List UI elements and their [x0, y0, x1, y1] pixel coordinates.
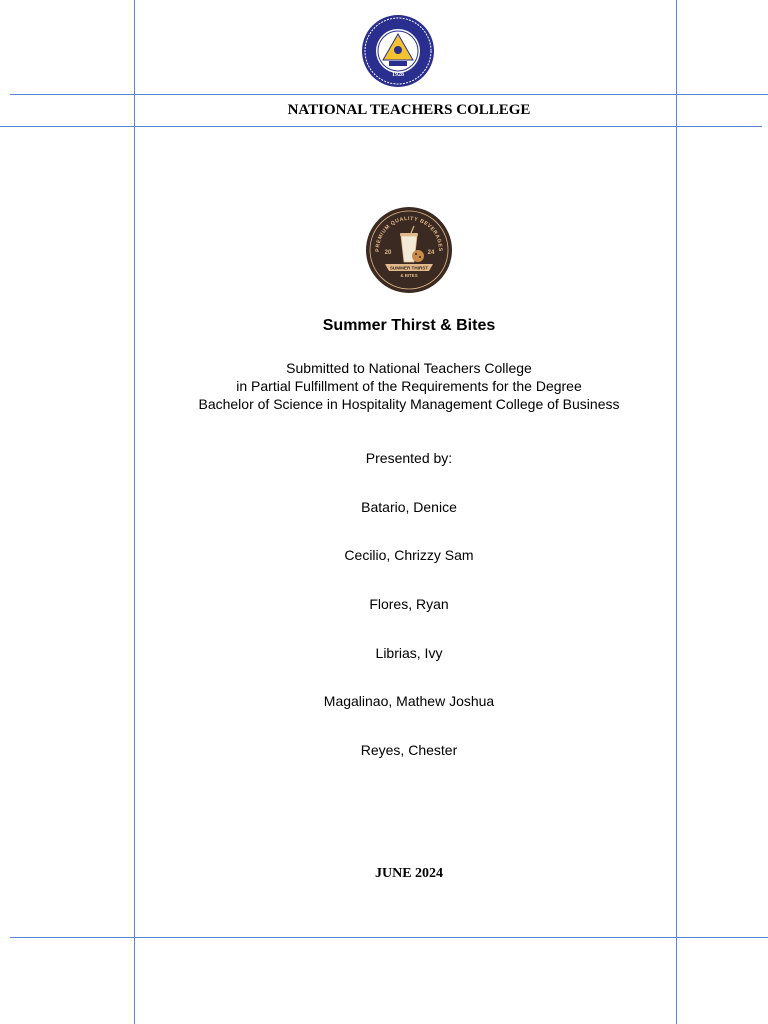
- presenter-name: Librias, Ivy: [375, 645, 443, 661]
- college-seal-logo: [361, 14, 435, 88]
- footer-line: [10, 937, 768, 938]
- logo-banner-text: SUMMER THIRST: [389, 265, 429, 271]
- logo-year-left: 20: [384, 250, 392, 256]
- header-top-line: [10, 94, 768, 95]
- presented-by-label: Presented by:: [365, 450, 453, 466]
- presenter-name: Flores, Ryan: [369, 596, 449, 612]
- business-logo: [365, 206, 453, 294]
- presenter-name: Magalinao, Mathew Joshua: [323, 693, 495, 709]
- college-name: NATIONAL TEACHERS COLLEGE: [287, 102, 531, 118]
- presenter-name: Batario, Denice: [361, 499, 457, 515]
- logo-sub-text: & BITES: [400, 273, 418, 278]
- project-title: Summer Thirst & Bites: [322, 317, 496, 334]
- seal-year: 1928: [392, 72, 404, 78]
- presenter-name: Cecilio, Chrizzy Sam: [344, 547, 474, 563]
- header-bottom-line: [0, 126, 762, 127]
- submission-date: JUNE 2024: [374, 866, 444, 881]
- logo-year-right: 24: [427, 250, 435, 256]
- submission-line-1: Submitted to National Teachers College: [286, 360, 532, 376]
- logo-ring-text: PREMIUM QUALITY BEVERAGES: [374, 215, 444, 252]
- submission-line-2: in Partial Fulfillment of the Requirements for the Degree: [236, 378, 582, 394]
- presenter-name: Reyes, Chester: [360, 742, 458, 758]
- submission-line-3: Bachelor of Science in Hospitality Management College of Business: [198, 396, 620, 412]
- left-margin-line: [134, 0, 135, 1024]
